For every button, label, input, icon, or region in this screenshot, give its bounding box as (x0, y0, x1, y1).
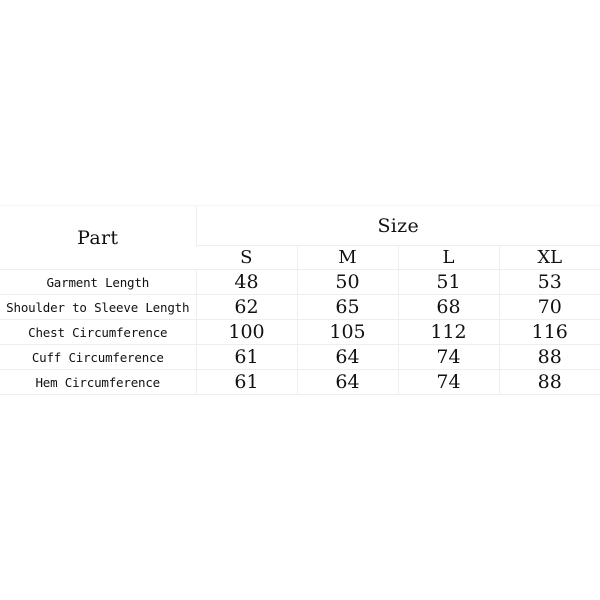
size-chart-table (0, 205, 600, 395)
table-cell: 100 (196, 320, 297, 345)
table-row (0, 270, 600, 295)
row-label-chest-circumference: Chest Circumference (0, 320, 196, 345)
table-cell: 61 (196, 345, 297, 370)
row-label-hem-circumference: Hem Circumference (0, 370, 196, 395)
table-cell: 68 (398, 295, 499, 320)
table-cell: 74 (398, 370, 499, 395)
size-label-xl: XL (499, 246, 600, 270)
table-cell: 48 (196, 270, 297, 295)
table-cell: 88 (499, 345, 600, 370)
size-label-l: L (398, 246, 499, 270)
table-cell: 62 (196, 295, 297, 320)
table-row (0, 370, 600, 395)
row-label-shoulder-to-sleeve-length: Shoulder to Sleeve Length (0, 295, 196, 320)
size-label-m: M (297, 246, 398, 270)
table-cell: 112 (398, 320, 499, 345)
header-row (0, 206, 600, 246)
table-cell: 65 (297, 295, 398, 320)
table-cell: 88 (499, 370, 600, 395)
row-label-cuff-circumference: Cuff Circumference (0, 345, 196, 370)
table-cell: 70 (499, 295, 600, 320)
row-label-garment-length: Garment Length (0, 270, 196, 295)
part-header: Part (0, 206, 196, 270)
table-cell: 105 (297, 320, 398, 345)
size-header: Size (196, 206, 600, 246)
table-cell: 53 (499, 270, 600, 295)
table-cell: 116 (499, 320, 600, 345)
table-cell: 74 (398, 345, 499, 370)
table-cell: 50 (297, 270, 398, 295)
table-row (0, 345, 600, 370)
table-cell: 64 (297, 345, 398, 370)
table-cell: 51 (398, 270, 499, 295)
table-cell: 64 (297, 370, 398, 395)
size-label-s: S (196, 246, 297, 270)
table-row (0, 295, 600, 320)
table-cell: 61 (196, 370, 297, 395)
table-row (0, 320, 600, 345)
